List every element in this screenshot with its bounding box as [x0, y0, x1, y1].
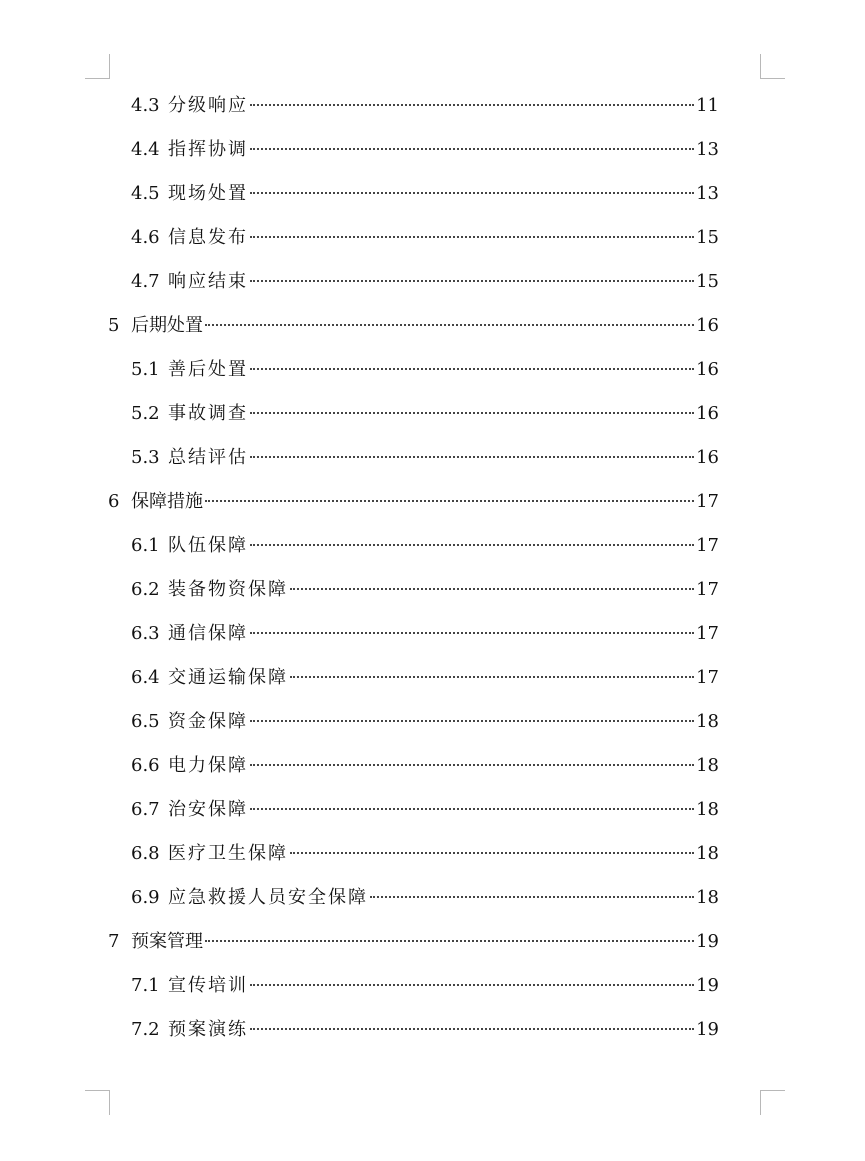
toc-entry[interactable] — [108, 920, 719, 964]
toc-entry-title: 宣传培训 — [168, 975, 248, 996]
toc-entry[interactable] — [131, 172, 719, 216]
toc-entry-number: 5.1 — [131, 359, 160, 380]
toc-dot-leader — [250, 192, 694, 194]
toc-entry-title: 信息发布 — [168, 227, 248, 248]
toc-entry-title: 分级响应 — [168, 95, 248, 116]
toc-entry[interactable] — [131, 84, 719, 128]
toc-entry-page-number: 15 — [696, 227, 719, 248]
toc-entry[interactable] — [131, 1008, 719, 1052]
toc-entry-page-number: 13 — [696, 183, 719, 204]
toc-entry-title: 保障措施 — [131, 491, 203, 512]
toc-entry-number: 6.8 — [131, 843, 160, 864]
toc-entry-page-number: 17 — [696, 667, 719, 688]
toc-entry[interactable] — [131, 348, 719, 392]
toc-entry-page-number: 18 — [696, 799, 719, 820]
crop-mark-top-right — [760, 54, 785, 79]
toc-entry-title: 资金保障 — [168, 711, 248, 732]
toc-entry-number: 6.2 — [131, 579, 160, 600]
toc-entry-page-number: 16 — [696, 447, 719, 468]
toc-dot-leader — [250, 1028, 694, 1030]
toc-entry-page-number: 16 — [696, 403, 719, 424]
toc-entry-number: 7.1 — [131, 975, 160, 996]
toc-entry[interactable] — [131, 744, 719, 788]
toc-dot-leader — [250, 984, 694, 986]
toc-entry[interactable] — [108, 304, 719, 348]
toc-dot-leader — [250, 720, 694, 722]
toc-entry-number: 4.4 — [131, 139, 160, 160]
toc-dot-leader — [250, 544, 694, 546]
toc-entry-page-number: 18 — [696, 887, 719, 908]
toc-entry-number: 6.1 — [131, 535, 160, 556]
toc-entry-number: 4.6 — [131, 227, 160, 248]
toc-entry-page-number: 18 — [696, 843, 719, 864]
toc-entry-number: 6.4 — [131, 667, 160, 688]
crop-mark-bottom-right — [760, 1090, 785, 1115]
toc-entry-number: 6 — [108, 491, 120, 512]
toc-entry[interactable] — [108, 480, 719, 524]
toc-entry-page-number: 17 — [696, 535, 719, 556]
toc-dot-leader — [250, 632, 694, 634]
toc-entry-title: 预案演练 — [168, 1019, 248, 1040]
toc-entry-page-number: 16 — [696, 315, 719, 336]
toc-dot-leader — [290, 676, 694, 678]
toc-entry-title: 通信保障 — [168, 623, 248, 644]
toc-entry-page-number: 18 — [696, 711, 719, 732]
toc-entry-title: 现场处置 — [168, 183, 248, 204]
toc-entry-number: 5 — [108, 315, 120, 336]
toc-entry[interactable] — [131, 568, 719, 612]
toc-entry-title: 交通运输保障 — [168, 667, 288, 688]
toc-entry-page-number: 15 — [696, 271, 719, 292]
toc-entry-number: 6.5 — [131, 711, 160, 732]
toc-entry-page-number: 19 — [696, 975, 719, 996]
toc-entry-page-number: 17 — [696, 623, 719, 644]
toc-dot-leader — [250, 104, 694, 106]
toc-dot-leader — [290, 588, 694, 590]
toc-dot-leader — [250, 236, 694, 238]
toc-entry[interactable] — [131, 700, 719, 744]
toc-entry-title: 电力保障 — [168, 755, 248, 776]
toc-dot-leader — [370, 896, 694, 898]
toc-dot-leader — [290, 852, 694, 854]
toc-entry[interactable] — [131, 436, 719, 480]
toc-entry-number: 6.9 — [131, 887, 160, 908]
toc-entry-number: 4.7 — [131, 271, 160, 292]
toc-entry[interactable] — [131, 612, 719, 656]
toc-entry-title: 事故调查 — [168, 403, 248, 424]
toc-dot-leader — [250, 456, 694, 458]
toc-entry-page-number: 19 — [696, 1019, 719, 1040]
toc-dot-leader — [250, 280, 694, 282]
toc-dot-leader — [205, 940, 694, 942]
toc-entry[interactable] — [131, 656, 719, 700]
toc-entry-number: 7.2 — [131, 1019, 160, 1040]
toc-entry-title: 后期处置 — [131, 315, 203, 336]
toc-entry[interactable] — [131, 260, 719, 304]
toc-entry[interactable] — [131, 832, 719, 876]
toc-entry-number: 4.5 — [131, 183, 160, 204]
toc-entry[interactable] — [131, 876, 719, 920]
toc-entry-number: 4.3 — [131, 95, 160, 116]
toc-entry[interactable] — [131, 216, 719, 260]
toc-dot-leader — [205, 500, 694, 502]
toc-entry-title: 善后处置 — [168, 359, 248, 380]
toc-entry-page-number: 17 — [696, 491, 719, 512]
toc-entry[interactable] — [131, 964, 719, 1008]
toc-entry-title: 预案管理 — [131, 931, 203, 952]
toc-dot-leader — [250, 368, 694, 370]
crop-mark-bottom-left — [85, 1090, 110, 1115]
toc-entry-page-number: 19 — [696, 931, 719, 952]
toc-entry-number: 5.3 — [131, 447, 160, 468]
toc-entry[interactable] — [131, 524, 719, 568]
toc-entry[interactable] — [131, 392, 719, 436]
toc-entry-number: 6.6 — [131, 755, 160, 776]
toc-entry-title: 队伍保障 — [168, 535, 248, 556]
toc-entry-title: 装备物资保障 — [168, 579, 288, 600]
toc-entry-page-number: 16 — [696, 359, 719, 380]
toc-entry-title: 总结评估 — [168, 447, 248, 468]
toc-entry-number: 7 — [108, 931, 120, 952]
toc-entry-title: 应急救援人员安全保障 — [168, 887, 368, 908]
toc-entry-title: 指挥协调 — [168, 139, 248, 160]
toc-entry-page-number: 13 — [696, 139, 719, 160]
toc-dot-leader — [250, 148, 694, 150]
toc-dot-leader — [250, 764, 694, 766]
toc-entry-page-number: 11 — [696, 95, 719, 116]
toc-entry-title: 响应结束 — [168, 271, 248, 292]
toc-entry-page-number: 18 — [696, 755, 719, 776]
crop-mark-top-left — [85, 54, 110, 79]
toc-entry[interactable] — [131, 128, 719, 172]
toc-entry[interactable] — [131, 788, 719, 832]
toc-dot-leader — [205, 324, 694, 326]
toc-entry-title: 治安保障 — [168, 799, 248, 820]
toc-entry-title: 医疗卫生保障 — [168, 843, 288, 864]
toc-dot-leader — [250, 412, 694, 414]
toc-entry-page-number: 17 — [696, 579, 719, 600]
toc-entry-number: 6.7 — [131, 799, 160, 820]
toc-entry-number: 6.3 — [131, 623, 160, 644]
toc-dot-leader — [250, 808, 694, 810]
toc-entry-number: 5.2 — [131, 403, 160, 424]
